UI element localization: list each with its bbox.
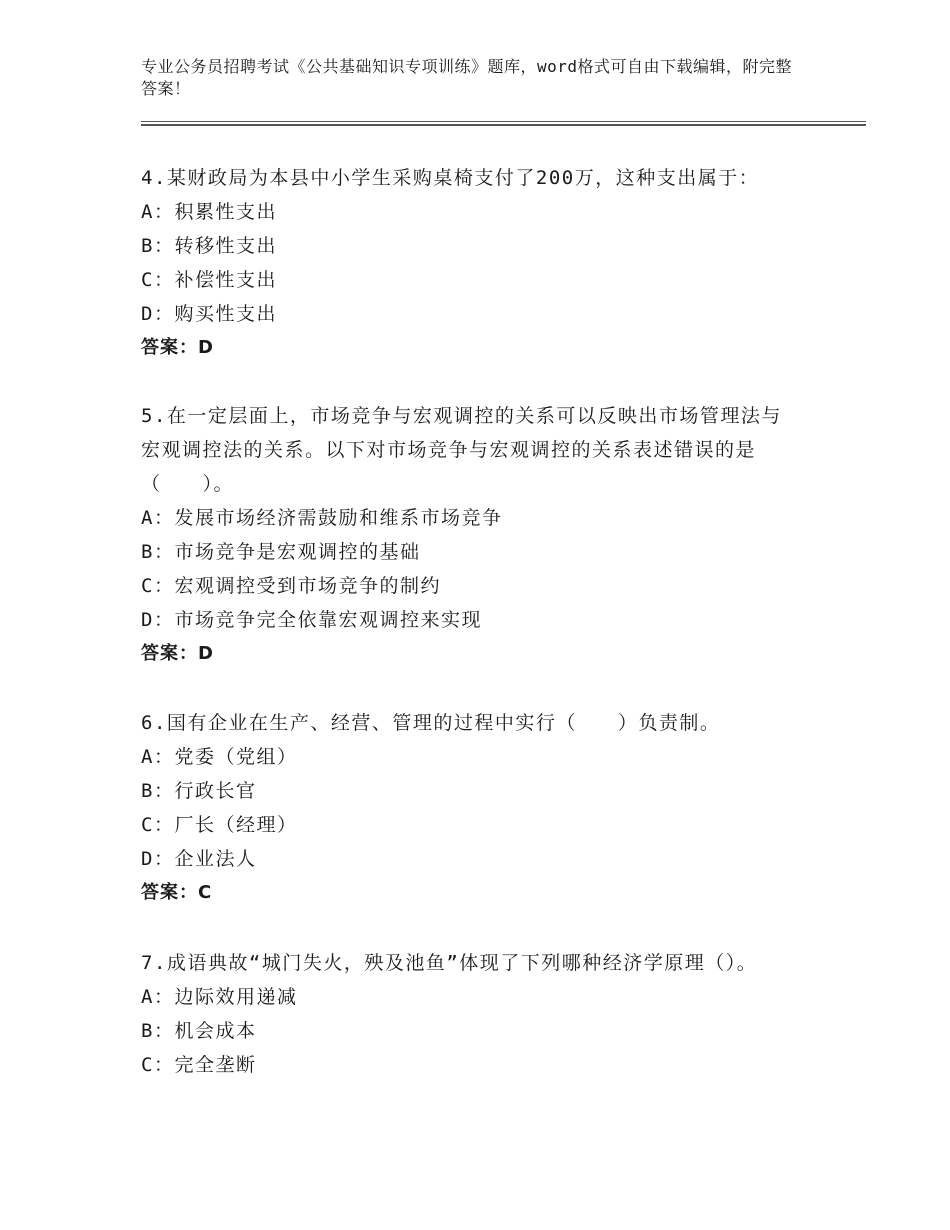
answer: 答案：C [141,882,213,903]
option-c: C：厂长（经理） [141,814,298,836]
option-a: A：党委（党组） [141,746,298,768]
question-text: 6.国有企业在生产、经营、管理的过程中实行（ ）负责制。 [141,712,721,734]
question-text: 4.某财政局为本县中小学生采购桌椅支付了200万，这种支出属于： [141,167,760,189]
answer: 答案：D [141,337,214,358]
option-a: A：积累性支出 [141,201,277,223]
option-a: A：发展市场经济需鼓励和维系市场竞争 [141,507,503,529]
question-4 [141,161,801,365]
option-d: D：购买性支出 [141,303,277,325]
option-a: A：边际效用递减 [141,986,298,1008]
option-d: D：市场竞争完全依靠宏观调控来实现 [141,609,482,631]
header-divider-thick [141,124,866,126]
page-header: 专业公务员招聘考试《公共基础知识专项训练》题库，word格式可自由下载编辑，附完整答案！ [141,57,793,98]
option-c: C：补偿性支出 [141,269,277,291]
question-text: 5.在一定层面上，市场竞争与宏观调控的关系可以反映出市场管理法与宏观调控法的关系。以下对市场竞争与宏观调控的关系表述错误的是（ ）。 [141,405,782,495]
option-d: D：企业法人 [141,848,257,870]
answer: 答案：D [141,643,214,664]
option-b: B：机会成本 [141,1020,257,1042]
header-divider-thin [141,121,866,122]
option-c: C：宏观调控受到市场竞争的制约 [141,575,441,597]
question-7 [141,946,801,1082]
question-text: 7.成语典故“城门失火，殃及池鱼”体现了下列哪种经济学原理（）。 [141,952,758,974]
question-6 [141,706,801,910]
option-b: B：行政长官 [141,780,257,802]
option-b: B：转移性支出 [141,235,277,257]
option-b: B：市场竞争是宏观调控的基础 [141,541,421,563]
question-5 [141,399,801,671]
option-c: C：完全垄断 [141,1054,257,1076]
